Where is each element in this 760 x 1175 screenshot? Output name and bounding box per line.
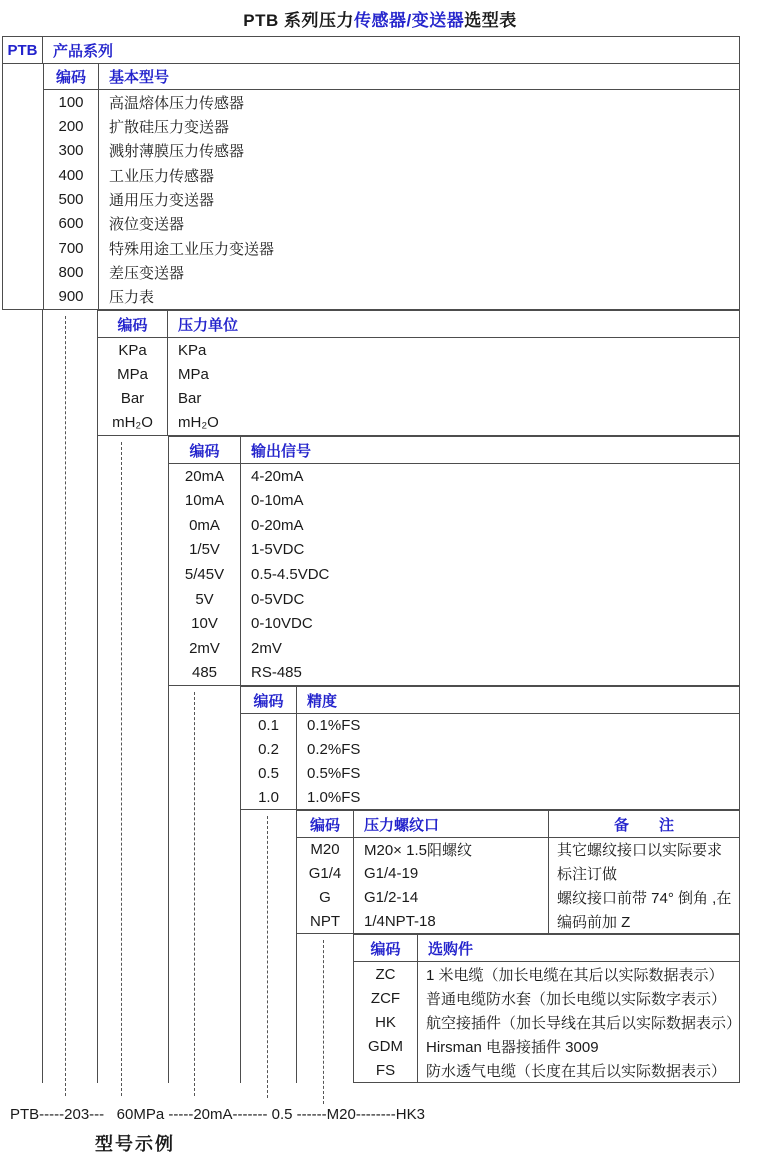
- signal-table-body: [169, 464, 739, 685]
- table-row: [241, 714, 739, 738]
- model-example: PTB-----203--- 60MPa -----20mA------- 0.5 ------M20--------HK3: [10, 1106, 425, 1123]
- code-cell: 600: [44, 212, 99, 236]
- series-table-body: [3, 90, 739, 309]
- options-header-cell: 选购件: [428, 940, 474, 958]
- code-cell: 485: [169, 661, 241, 686]
- table-row: [3, 236, 739, 260]
- code-cell: 800: [44, 260, 99, 284]
- code-cell: 400: [44, 163, 99, 187]
- table-row: [169, 587, 739, 612]
- code-cell: 0mA: [169, 513, 241, 538]
- table-row: [98, 338, 739, 362]
- table-row: [241, 738, 739, 762]
- table-row: [169, 538, 739, 563]
- table-row: [354, 962, 739, 986]
- table-row: [169, 661, 739, 686]
- label-cell: 差压变送器: [109, 264, 185, 282]
- signal-table-header: [169, 437, 739, 464]
- table-row: [297, 909, 739, 933]
- code-cell: 0.1: [241, 714, 297, 738]
- label-cell: 0.1%FS: [307, 717, 361, 735]
- signal-table: [168, 436, 740, 686]
- unit-table: [97, 310, 740, 436]
- options-table-header: [354, 935, 739, 962]
- label-cell: Bar: [178, 390, 202, 408]
- brand-cell: PTB: [3, 37, 43, 63]
- series-table-header: [3, 37, 739, 64]
- leader-line-solid: [296, 934, 297, 1083]
- code-cell: 700: [44, 236, 99, 260]
- label-cell: 0.5%FS: [307, 764, 361, 782]
- table-row: [98, 411, 739, 435]
- code-cell: G: [297, 886, 354, 910]
- signal-header-cell: 输出信号: [251, 442, 312, 460]
- table-row: [3, 187, 739, 211]
- note-header-cell: 备 注: [613, 816, 674, 834]
- table-row: [3, 114, 739, 138]
- leader-line-solid: [42, 310, 43, 1083]
- table-row: [169, 611, 739, 636]
- label-cell: 0.2%FS: [307, 741, 361, 759]
- table-row: [3, 90, 739, 114]
- thread-table: [296, 810, 740, 934]
- label-cell: 0-10mA: [251, 492, 304, 510]
- code-cell: GDM: [354, 1034, 418, 1058]
- code-header-cell: 编码: [297, 811, 354, 837]
- code-cell: Bar: [98, 387, 168, 411]
- code-cell: mH₂O: [98, 411, 168, 435]
- code-cell: 500: [44, 187, 99, 211]
- table-row: [241, 762, 739, 786]
- series-header-label: 产品系列: [53, 42, 114, 60]
- label-cell: MPa: [178, 365, 209, 383]
- code-cell: MPa: [98, 362, 168, 386]
- thread-cell: G1/2-14: [354, 886, 549, 910]
- code-cell: 1.0: [241, 785, 297, 809]
- table-row: [169, 464, 739, 489]
- options-table-body: [354, 962, 742, 1082]
- label-cell: KPa: [178, 341, 207, 359]
- label-cell: 防水透气电缆（长度在其后以实际数据表示）: [426, 1062, 727, 1080]
- table-row: [297, 886, 739, 910]
- label-cell: 2mV: [251, 639, 282, 657]
- label-cell: 通用压力变送器: [109, 191, 215, 209]
- code-cell: NPT: [297, 909, 354, 933]
- note-cell: 其它螺纹接口以实际要求: [557, 842, 723, 860]
- code-cell: 100: [44, 90, 99, 114]
- leader-line-dashed: [194, 692, 195, 1096]
- label-cell: Hirsman 电器接插件 3009: [426, 1038, 599, 1056]
- table-row: [354, 1058, 739, 1082]
- label-cell: 4-20mA: [251, 467, 304, 485]
- code-cell: 5V: [169, 587, 241, 612]
- code-cell: G1/4: [297, 862, 354, 886]
- label-cell: 0-5VDC: [251, 590, 305, 608]
- table-row: [169, 562, 739, 587]
- options-table: [353, 934, 740, 1083]
- table-row: [3, 260, 739, 284]
- note-cell: 编码前加 Z: [557, 913, 631, 931]
- code-header-cell: 编码: [98, 311, 168, 337]
- thread-header-cell: 压力螺纹口: [354, 811, 549, 837]
- leader-line-solid: [240, 810, 241, 1083]
- table-row: [3, 285, 739, 309]
- leader-line-dashed: [121, 442, 122, 1096]
- code-cell: 200: [44, 114, 99, 138]
- code-cell: FS: [354, 1058, 418, 1082]
- code-cell: 5/45V: [169, 562, 241, 587]
- table-row: [354, 1034, 739, 1058]
- label-cell: 普通电缆防水套（加长电缆以实际数字表示）: [426, 990, 727, 1008]
- table-row: [297, 862, 739, 886]
- code-cell: 2mV: [169, 636, 241, 661]
- leader-line-dashed: [65, 316, 66, 1096]
- label-cell: 1-5VDC: [251, 541, 305, 559]
- label-cell: 1 米电缆（加长电缆在其后以实际数据表示）: [426, 966, 724, 984]
- code-cell: 0.5: [241, 762, 297, 786]
- thread-table-header: [297, 811, 739, 838]
- code-cell: 0.2: [241, 738, 297, 762]
- code-cell: ZC: [354, 962, 418, 986]
- thread-cell: 1/4NPT-18: [354, 909, 549, 933]
- label-cell: RS-485: [251, 664, 302, 682]
- code-cell: ZCF: [354, 986, 418, 1010]
- table-row: [98, 362, 739, 386]
- thread-cell: G1/4-19: [354, 862, 549, 886]
- leader-line-solid: [97, 436, 98, 1083]
- label-cell: 工业压力传感器: [109, 167, 215, 185]
- table-row: [169, 513, 739, 538]
- code-cell: KPa: [98, 338, 168, 362]
- label-cell: 0-20mA: [251, 516, 304, 534]
- unit-header-cell: 压力单位: [178, 316, 239, 334]
- table-row: [354, 986, 739, 1010]
- label-cell: 液位变送器: [109, 216, 185, 234]
- leader-line-solid: [168, 686, 169, 1083]
- table-row: [3, 163, 739, 187]
- label-cell: mH₂O: [178, 414, 219, 432]
- model-example-caption: 型号示例: [95, 1134, 175, 1154]
- label-cell: 航空接插件（加长导线在其后以实际数据表示）: [426, 1014, 742, 1032]
- code-cell: 300: [44, 139, 99, 163]
- note-cell: 螺纹接口前带 74° 倒角 ,在: [557, 889, 732, 907]
- table-row: [241, 785, 739, 809]
- code-header-cell: 编码: [169, 437, 241, 463]
- thread-table-body: [297, 838, 739, 933]
- label-cell: 0.5-4.5VDC: [251, 566, 330, 584]
- unit-table-body: [98, 338, 739, 435]
- note-cell: 标注订做: [557, 866, 618, 884]
- series-subheader: [3, 64, 739, 90]
- accuracy-table-body: [241, 714, 739, 809]
- left-gutter: [3, 64, 44, 90]
- table-row: [354, 1010, 742, 1034]
- label-cell: 压力表: [109, 289, 155, 307]
- code-cell: 10mA: [169, 489, 241, 514]
- table-row: [3, 212, 739, 236]
- accuracy-table: [240, 686, 740, 810]
- label-cell: 特殊用途工业压力变送器: [109, 240, 275, 258]
- series-table: [2, 36, 740, 310]
- table-row: [98, 387, 739, 411]
- table-row: [3, 139, 739, 163]
- label-cell: 0-10VDC: [251, 615, 313, 633]
- model-header-cell: 基本型号: [109, 69, 170, 86]
- code-header-cell: 编码: [44, 64, 99, 89]
- leader-line-dashed: [267, 816, 268, 1098]
- label-cell: 溅射薄膜压力传感器: [109, 143, 245, 161]
- code-cell: M20: [297, 838, 354, 862]
- code-cell: 1/5V: [169, 538, 241, 563]
- code-cell: 20mA: [169, 464, 241, 489]
- table-row: [169, 636, 739, 661]
- label-cell: 高温熔体压力传感器: [109, 94, 245, 112]
- code-cell: HK: [354, 1010, 418, 1034]
- title-part-2: 选型表: [464, 11, 517, 30]
- accuracy-header-cell: 精度: [307, 692, 338, 710]
- code-cell: 10V: [169, 611, 241, 636]
- title-part-highlight: 传感器/变送器: [354, 11, 465, 30]
- title-part-1: PTB 系列压力: [243, 11, 354, 30]
- table-row: [169, 489, 739, 514]
- label-cell: 扩散硅压力变送器: [109, 118, 230, 136]
- code-cell: 900: [44, 285, 99, 309]
- unit-table-header: [98, 311, 739, 338]
- label-cell: 1.0%FS: [307, 788, 361, 806]
- page-title: [0, 6, 760, 31]
- thread-cell: M20× 1.5阳螺纹: [354, 838, 549, 862]
- table-row: [297, 838, 739, 862]
- code-header-cell: 编码: [354, 935, 418, 961]
- accuracy-table-header: [241, 687, 739, 714]
- leader-line-dashed: [323, 940, 324, 1104]
- code-header-cell: 编码: [241, 687, 297, 713]
